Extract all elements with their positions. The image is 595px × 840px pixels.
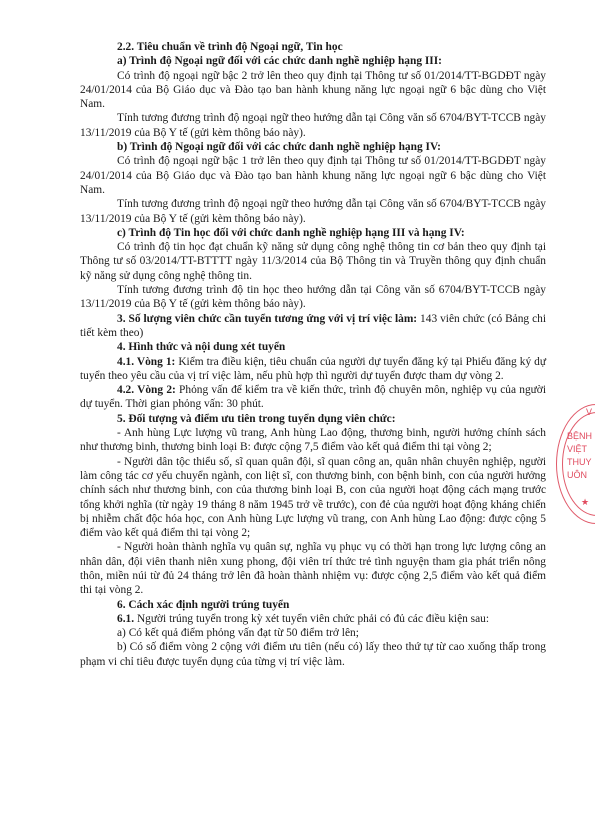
section-6-1 [80, 612, 546, 626]
section-3 [80, 312, 546, 341]
seal-line-2: VIỆT [567, 444, 588, 454]
section-5-item-1: - Anh hùng Lực lượng vũ trang, Anh hùng Lao động, thương binh, người hưởng chính sách như thương binh, thương binh loại B: được cộng 7,5 điểm vào kết quả điểm thi tại vòng 2; [80, 427, 546, 454]
section-4-2 [80, 383, 546, 412]
section-4-title: 4. Hình thức và nội dung xét tuyển [117, 341, 286, 354]
section-4-2-text: Phỏng vấn để kiểm tra về kiến thức, trình độ chuyên môn, nghiệp vụ của người dự tuyển. Thời gian phỏng vấn: 30 phút. [80, 384, 546, 411]
paragraph-a-2: Tính tương đương trình độ ngoại ngữ theo hướng dẫn tại Công văn số 6704/BYT-TCCB ngày 13/11/2019 của Bộ Y tế (gửi kèm thông báo này). [80, 112, 546, 139]
section-6-1-label: 6.1. [117, 612, 135, 625]
paragraph-b-2: Tính tương đương trình độ ngoại ngữ theo hướng dẫn tại Công văn số 6704/BYT-TCCB ngày 13/11/2019 của Bộ Y tế (gửi kèm thông báo này). [80, 198, 546, 225]
section-5-title: 5. Đối tượng và điểm ưu tiên trong tuyển dụng viên chức: [117, 412, 396, 425]
seal-line-1: BỆNH [567, 431, 593, 441]
document-body [80, 40, 546, 669]
paragraph-c-1: Có trình độ tin học đạt chuẩn kỹ năng sử dụng công nghệ thông tin cơ bản theo quy định tại Thông tư số 03/2014/TT-BTTTT ngày 11/3/2014 của Bộ Thông tin và Truyền thông quy định chuẩn kỹ năng sử dụng công nghệ thông tin. [80, 241, 546, 282]
heading-b: b) Trình độ Ngoại ngữ đối với các chức danh nghề nghiệp hạng IV: [117, 141, 441, 154]
seal-line-4: UÔN [567, 470, 587, 480]
section-5-item-2: - Người dân tộc thiểu số, sĩ quan quân đội, sĩ quan công an, quân nhân chuyên nghiệp, người làm công tác cơ yếu chuyển ngành, con liệt sĩ, con thương binh, con bệnh binh, con của người hưởng chính sách như thương binh, con của thương binh loại B, con của người hoạt động cách mạng trước tổng khởi nghĩa (từ ngày 19 tháng 8 năm 1945 trở về trước), con đẻ của người hoạt động kháng chiến bị nhiễm chất độc hóa học, con Anh hùng Lực lượng vũ trang, con Anh hùng Lao động: được cộng 5 điểm vào kết quả điểm thi tại vòng 2; [80, 455, 546, 540]
heading-c: c) Trình độ Tin học đối với chức danh nghề nghiệp hạng III và hạng IV: [117, 226, 465, 239]
paragraph-a-1: Có trình độ ngoại ngữ bậc 2 trở lên theo quy định tại Thông tư số 01/2014/TT-BGDĐT ngày 24/01/2014 của Bộ Giáo dục và Đào tạo ban hành khung năng lực ngoại ngữ 6 bậc dùng cho Việt Nam. [80, 69, 546, 111]
section-6-1-text: Người trúng tuyển trong kỳ xét tuyển viên chức phải có đủ các điều kiện sau: [134, 612, 490, 625]
section-3-text: 143 viên chức (có Bảng chi tiết kèm theo) [80, 312, 546, 339]
seal-line-3: THUY [567, 457, 592, 467]
section-3-title: 3. Số lượng viên chức cần tuyển tương ứng với vị trí việc làm: [117, 312, 418, 325]
seal-top-letter: V [586, 407, 593, 417]
section-5-item-3: - Người hoàn thành nghĩa vụ quân sự, nghĩa vụ phục vụ có thời hạn trong lực lượng công an nhân dân, đội viên thanh niên xung phong, đội viên trí thức trẻ tình nguyện tham gia phát triển nông thôn, miền núi từ đủ 24 tháng trở lên đã hoàn thành nhiệm vụ: được cộng 2,5 điểm vào kết quả điểm thi tại vòng 2. [80, 541, 546, 597]
section-6-a: a) Có kết quả điểm phỏng vấn đạt từ 50 điểm trở lên; [117, 627, 359, 640]
section-6-b: b) Có số điểm vòng 2 cộng với điểm ưu tiên (nếu có) lấy theo thứ tự từ cao xuống thấp trong phạm vi chỉ tiêu được tuyển dụng của từng vị trí việc làm. [80, 641, 546, 668]
paragraph-c-2: Tính tương đương trình độ tin học theo hướng dẫn tại Công văn số 6704/BYT-TCCB ngày 13/11/2019 của Bộ Y tế (gửi kèm thông báo này). [80, 284, 546, 311]
section-4-2-label: 4.2. Vòng 2: [117, 384, 176, 397]
seal-star-icon: ★ [581, 498, 590, 508]
heading-a: a) Trình độ Ngoại ngữ đối với các chức danh nghề nghiệp hạng III: [117, 55, 442, 68]
section-4-1 [80, 355, 546, 384]
section-4-1-text: Kiểm tra điều kiện, tiêu chuẩn của người dự tuyển đăng ký tại Phiếu đăng ký dự tuyển theo yêu cầu của vị trí việc làm, nếu phù hợp thì người dự tuyển được tham dự vòng 2. [80, 355, 547, 382]
section-6-title: 6. Cách xác định người trúng tuyển [117, 598, 290, 611]
paragraph-b-1: Có trình độ ngoại ngữ bậc 1 trở lên theo quy định tại Thông tư số 01/2014/TT-BGDĐT ngày 24/01/2014 của Bộ Giáo dục và Đào tạo ban hành khung năng lực ngoại ngữ 6 bậc dùng cho Việt Nam. [80, 155, 546, 196]
seal-text [567, 430, 595, 482]
section-4-1-label: 4.1. Vòng 1: [117, 355, 176, 368]
heading-2-2: 2.2. Tiêu chuẩn về trình độ Ngoại ngữ, Tin học [117, 41, 343, 53]
